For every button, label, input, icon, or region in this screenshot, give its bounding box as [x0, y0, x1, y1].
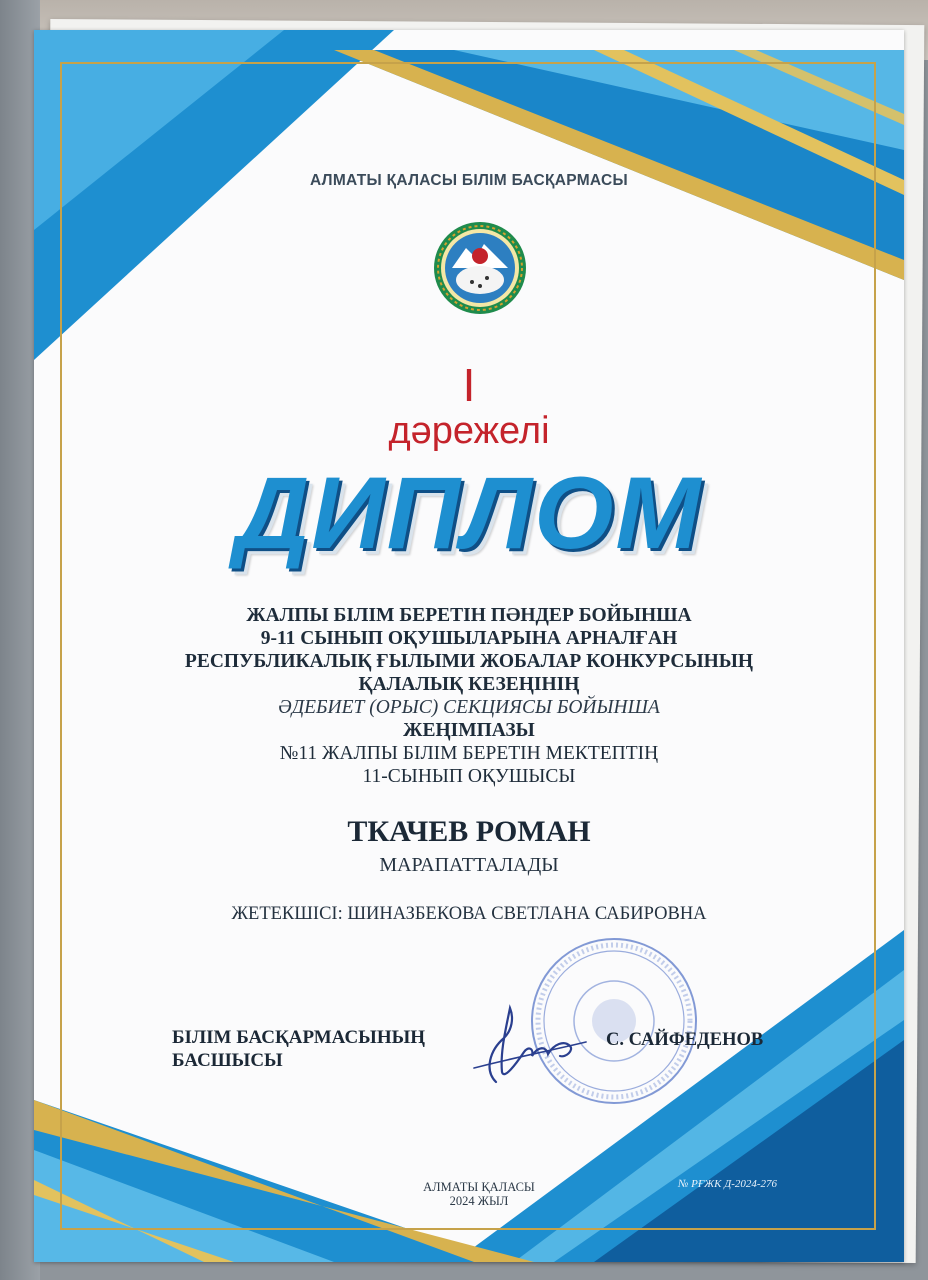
degree-label: дәрежелі: [388, 410, 550, 452]
award-description: [34, 604, 904, 788]
diploma-sheet: [34, 30, 904, 1262]
awarded-label: МАРАПАТТАЛАДЫ: [379, 854, 559, 876]
description-line: ҚАЛАЛЫҚ КЕЗЕҢІНІҢ: [358, 674, 580, 695]
issue-place-and-year: [379, 1180, 579, 1208]
school-line: №11 ЖАЛПЫ БІЛІМ БЕРЕТІН МЕКТЕПТІҢ: [279, 743, 659, 764]
description-line: 9-11 СЫНЫП ОҚУШЫЛАРЫНА АРНАЛҒАН: [260, 628, 678, 649]
description-line: ЖАЛПЫ БІЛІМ БЕРЕТІН ПӘНДЕР БОЙЫНША: [246, 605, 692, 626]
recipient-name: ТКАЧЕВ РОМАН: [347, 815, 591, 848]
signatory-title: [172, 1026, 492, 1072]
grade-line: 11-СЫНЫП ОҚУШЫСЫ: [362, 766, 576, 787]
issuing-organization: АЛМАТЫ ҚАЛАСЫ БІЛІМ БАСҚАРМАСЫ: [309, 172, 629, 189]
description-line: РЕСПУБЛИКАЛЫҚ ҒЫЛЫМИ ЖОБАЛАР КОНКУРСЫНЫҢ: [184, 651, 754, 672]
degree-number: I: [462, 359, 476, 411]
registration-number: № РҒЖК Д-2024-276: [678, 1178, 778, 1190]
section-line: ӘДЕБИЕТ (ОРЫС) СЕКЦИЯСЫ БОЙЫНША: [278, 697, 660, 718]
issue-city: АЛМАТЫ ҚАЛАСЫ: [423, 1180, 535, 1194]
issue-year: 2024 ЖЫЛ: [449, 1194, 509, 1208]
almaty-emblem-icon: [432, 220, 528, 316]
signatory-title-line: БАСШЫСЫ: [172, 1050, 283, 1071]
winner-line: ЖЕҢІМПАЗЫ: [403, 720, 535, 741]
signatory-title-line: БІЛІМ БАСҚАРМАСЫНЫҢ: [172, 1027, 426, 1048]
supervisor-line: ЖЕТЕКШІСІ: ШИНАЗБЕКОВА СВЕТЛАНА САБИРОВНА: [231, 904, 707, 924]
diploma-title: ДИПЛОМ: [235, 456, 703, 570]
signatory-name: С. САЙФЕДЕНОВ: [606, 1030, 764, 1050]
diploma-content: [34, 30, 904, 1262]
